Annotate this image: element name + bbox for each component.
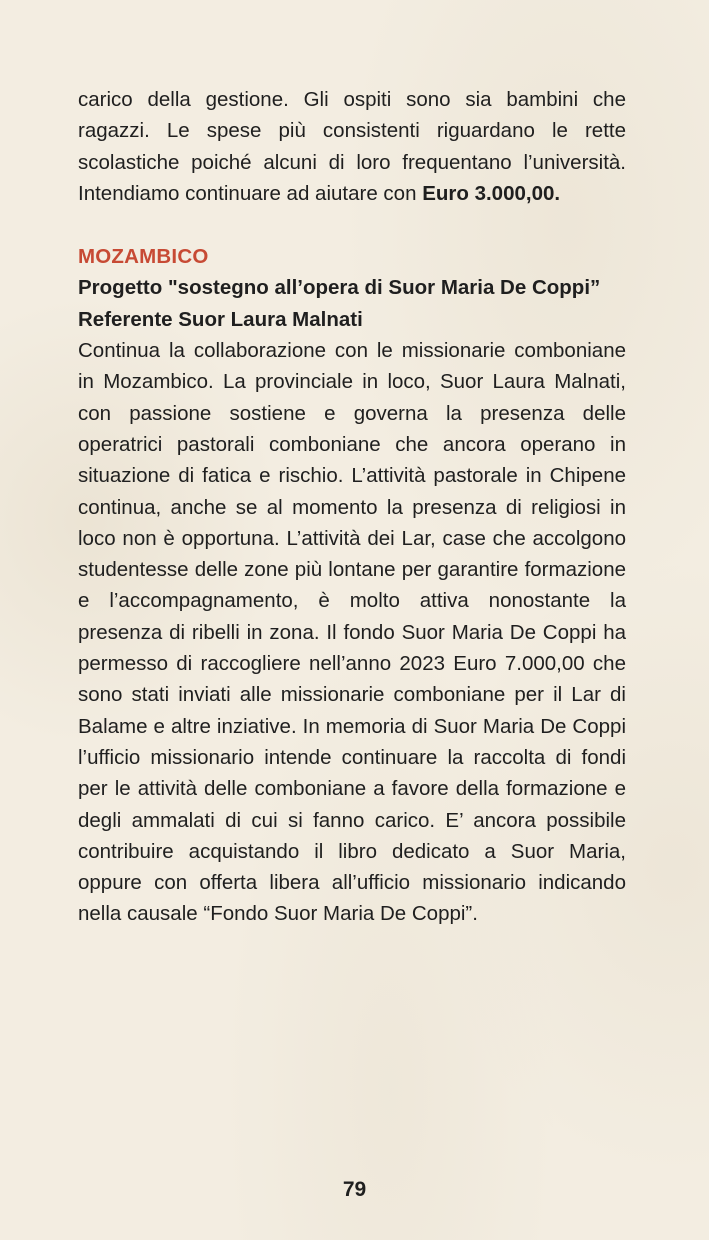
page-number: 79 <box>342 1178 367 1201</box>
page-content <box>78 84 626 930</box>
intro-text: carico della gestione. Gli ospiti sono sia bambini che ragazzi. Le spese più consistenti riguardano le rette scolastiche poiché alcuni di loro frequentano l’università. Intendiamo continuare ad aiutare con <box>78 88 626 205</box>
section-body: Continua la collaborazione con le missionarie comboniane in Mozambico. La provinciale in loco, Suor Laura Malnati, con passione sostiene e governa la presenza delle operatrici pastorali comboniane che ancora operano in situazione di fatica e rischio. L’attività pastorale in Chipene continua, anche se al momento la presenza di religiosi in loco non è opportuna. L’attività dei Lar, case che accolgono studentesse delle zone più lontane per garantire formazione e l’accompagnamento, è molto attiva nonostante la presenza di ribelli in zona. Il fondo Suor Maria De Coppi ha permesso di raccogliere nell’anno 2023 Euro 7.000,00 che sono stati inviati alle missionarie comboniane per il Lar di Balame e altre inziative. In memoria di Suor Maria De Coppi l’ufficio missionario intende continuare la raccolta di fondi per le attività delle comboniane a favore della formazione e degli ammalati di cui si fanno carico. E’ ancora possibile contribuire acquistando il libro dedicato a Suor Maria, oppure con offerta libera all’ufficio missionario indicando nella causale “Fondo Suor Maria De Coppi”. <box>78 339 626 926</box>
intro-amount: Euro 3.000,00. <box>422 181 561 205</box>
referent-line: Referente Suor Laura Malnati <box>78 307 363 331</box>
section-country-title: MOZAMBICO <box>78 245 209 269</box>
section-spacer <box>78 209 626 241</box>
project-title: Progetto "sostegno all’opera di Suor Maria De Coppi” <box>78 276 601 300</box>
intro-paragraph <box>78 84 626 209</box>
